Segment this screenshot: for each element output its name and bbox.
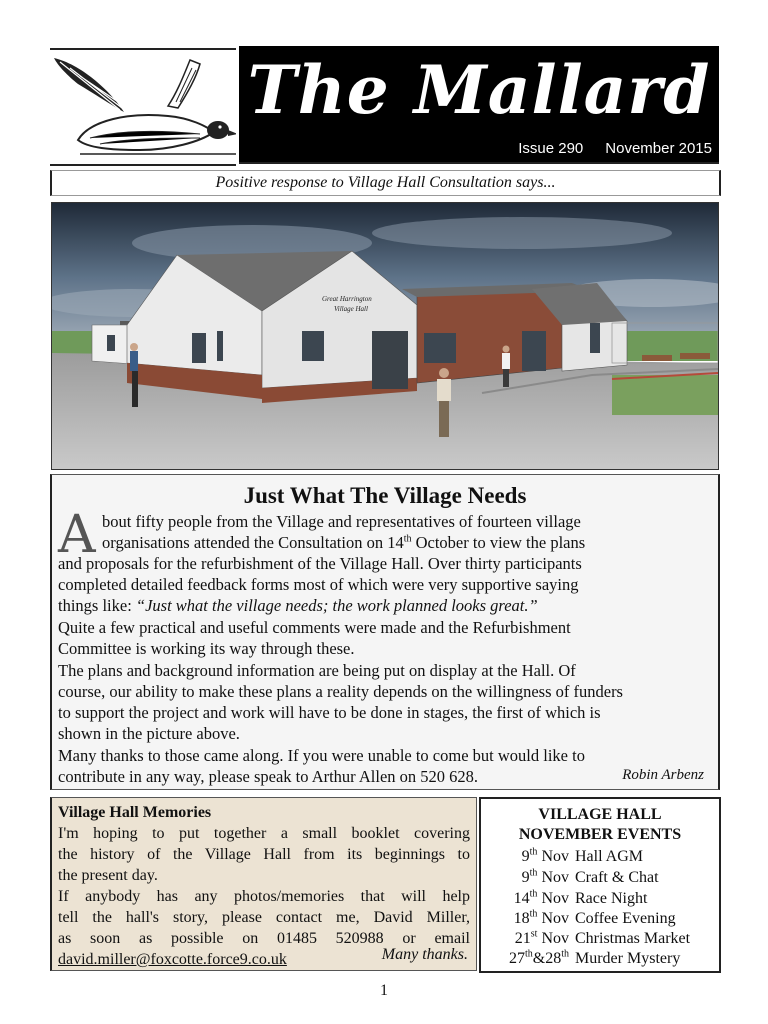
article-line: completed detailed feedback forms most of which were very supportive saying: [58, 575, 579, 594]
memories-line: the present day.: [58, 867, 158, 884]
memories-thanks: Many thanks.: [381, 946, 468, 963]
contact-email-link[interactable]: david.miller@foxcotte.force9.co.uk: [58, 951, 287, 968]
memories-line: If anybody has any photos/memories that will help: [58, 888, 470, 905]
event-row: 9th Nov Craft & Chat: [521, 867, 659, 886]
mallard-logo: [50, 48, 236, 166]
article-line: course, our ability to make these plans a reality depends on the willingness of funders: [58, 682, 623, 701]
drop-cap: A: [58, 505, 96, 565]
masthead-banner: [239, 46, 719, 162]
issue-number: Issue 290: [518, 140, 584, 157]
mallard-duck-icon: [50, 50, 236, 160]
memories-title: Village Hall Memories: [58, 804, 212, 821]
hall-sign-line2: Village Hall: [334, 305, 368, 313]
article-title: Just What The Village Needs: [243, 483, 527, 508]
memories-line: tell the hall's story, please contact me, David Miller,: [58, 909, 470, 926]
quote: “Just what the village needs; the work planned looks great.”: [135, 596, 538, 615]
article-line: Quite a few practical and useful comments were made and the Refurbishment: [58, 618, 571, 637]
event-row: 14th Nov Race Night: [513, 888, 648, 907]
tagline: Positive response to Village Hall Consultation says...: [50, 170, 721, 196]
memories-line: the history of the Village Hall from its beginnings to: [58, 846, 470, 863]
event-row: 21st Nov Christmas Market: [514, 928, 691, 947]
article-line: Committee is working its way through these.: [58, 639, 355, 658]
article-line: shown in the picture above.: [58, 724, 240, 743]
masthead-rule: [239, 162, 719, 164]
village-hall-render: [51, 202, 719, 470]
events-box: [479, 797, 721, 973]
hall-sign-line1: Great Harrington: [322, 295, 372, 303]
events-title: VILLAGE HALL NOVEMBER EVENTS: [518, 806, 682, 843]
event-row: 18th Nov Coffee Evening: [513, 908, 676, 927]
issue-info: [496, 140, 712, 157]
memories-box: [50, 797, 477, 971]
event-row: 9th Nov Hall AGM: [521, 846, 643, 865]
article-line: contribute in any way, please speak to Arthur Allen on 520 628.: [58, 767, 479, 786]
article-line: to support the project and work will have to be done in stages, the first of which is: [58, 703, 601, 722]
article-line: and proposals for the refurbishment of the Village Hall. Over thirty participants: [58, 554, 582, 573]
article-line: things like: “Just what the village needs; the work planned looks great.”: [58, 596, 538, 615]
article-line: The plans and background information are being put on display at the Hall. Of: [58, 661, 576, 680]
memories-line: I'm hoping to put together a small booklet covering: [58, 825, 470, 842]
feature-article: [50, 474, 720, 790]
page-number: 1: [380, 982, 388, 999]
issue-date: November 2015: [605, 140, 712, 157]
event-row: 27th&28th Murder Mystery: [508, 948, 681, 967]
article-line: organisations attended the Consultation on 14th October to view the plans: [102, 533, 586, 552]
article-line: Many thanks to those came along. If you were unable to come but would like to: [58, 746, 585, 765]
article-author: Robin Arbenz: [622, 767, 704, 783]
article-line: bout fifty people from the Village and representatives of fourteen village: [102, 512, 581, 531]
newsletter-title: The Mallard: [247, 51, 711, 129]
memories-line: as soon as possible on 01485 520988 or email: [58, 930, 470, 947]
